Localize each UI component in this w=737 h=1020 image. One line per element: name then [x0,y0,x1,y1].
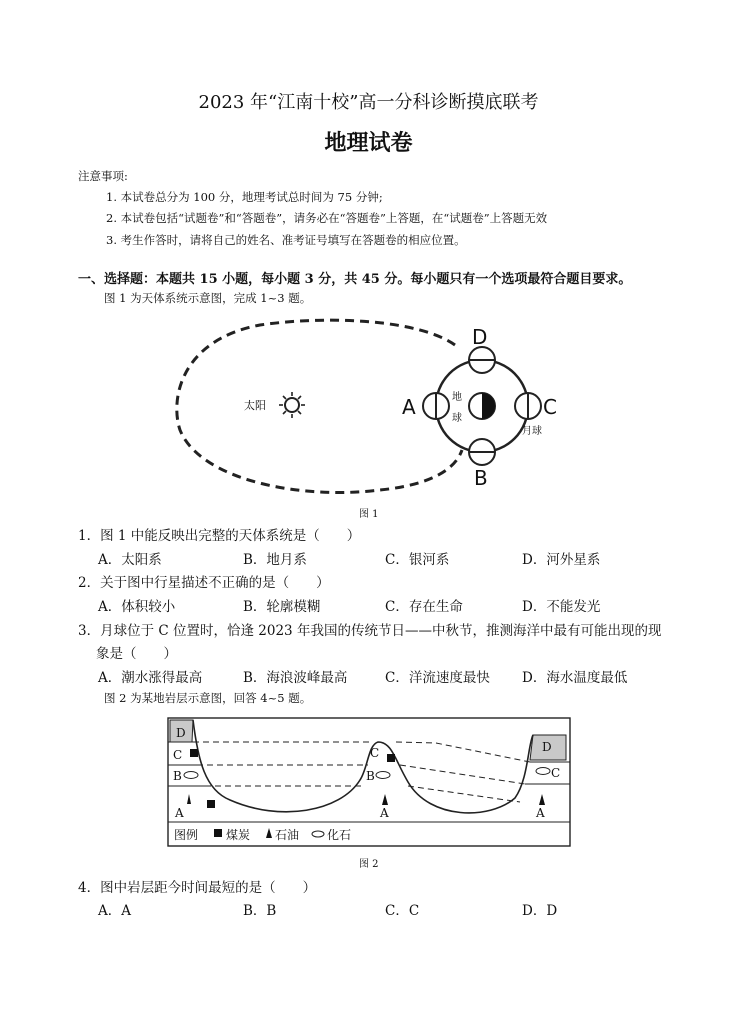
exam-title: 2023 年“江南十校”高一分科诊断摸底联考 [198,92,539,113]
layer-b-middle: B [366,769,375,783]
layer-a-middle: A [380,806,389,820]
notice-item-2: 2. 本试卷包括“试题卷”和“答题卷”，请务必在“答题卷”上答题，在“试题卷”上答题无效 [106,211,548,225]
question-2-stem: 2．关于图中行星描述不正确的是（ ） [78,575,330,591]
position-a-label: A [402,395,416,419]
layer-a-right: A [536,806,545,820]
legend-coal: 煤炭 [226,828,251,842]
layer-a-left: A [175,806,184,820]
question-2-option-d: D．不能发光 [522,599,601,615]
position-d-label: D [472,325,488,349]
question-3-stem: 3．月球位于 C 位置时，恰逢 2023 年我国的传统节日——中秋节，推测海洋中最有可能出现的现 [78,623,662,639]
layer-c-middle: C [370,746,380,760]
coal-icon [387,754,395,762]
earth-label-1: 地 [452,392,462,403]
figure1-caption: 图 1 [359,509,379,520]
coal-icon [190,749,198,757]
notice-item-3: 3. 考生作答时，请将自己的姓名、准考证号填写在答题卷的相应位置。 [106,233,466,247]
question-1-option-c: C．银河系 [385,552,450,568]
layer-c-left: C [173,748,183,762]
question-4-option-c: C．C [385,903,420,919]
question-3-option-b: B．海浪波峰最高 [243,670,348,686]
question-3-option-d: D．海水温度最低 [522,670,628,686]
notice-item-1: 1. 本试卷总分为 100 分，地理考试总时间为 75 分钟; [106,190,383,204]
figure2-intro: 图 2 为某地岩层示意图，回答 4~5 题。 [104,691,312,705]
question-4-stem: 4．图中岩层距今时间最短的是（ ） [78,880,317,896]
question-3-stem-cont: 象是（ ） [96,646,177,662]
question-2-option-b: B．轮廓模糊 [243,599,321,615]
layer-d-left: D [176,726,186,740]
question-1-option-b: B．地月系 [243,552,307,568]
question-3-option-c: C．洋流速度最快 [385,670,490,686]
section-heading: 一、选择题：本题共 15 小题，每小题 3 分，共 45 分。每小题只有一个选项最符合题目要求。 [78,272,632,287]
question-4-option-a: A．A [98,903,131,919]
coal-icon [207,800,215,808]
question-2-option-c: C．存在生命 [385,599,463,615]
legend-fossil: 化石 [327,828,352,842]
legend-oil: 石油 [275,828,300,842]
notice-heading: 注意事项: [78,169,128,183]
figure2-caption: 图 2 [359,859,379,870]
question-1-option-d: D．河外星系 [522,552,601,568]
position-c-label: C [543,395,557,419]
sun-label: 太阳 [244,399,266,412]
layer-d-right: D [542,740,552,754]
layer-c-right: C [551,766,561,780]
question-3-option-a: A．潮水涨得最高 [98,670,203,686]
earth-label-2: 球 [452,413,462,424]
question-4-option-b: B．B [243,903,277,919]
question-1-option-a: A．太阳系 [98,552,162,568]
moon-label: 月球 [522,426,542,437]
legend-title: 图例 [174,828,199,842]
question-4-option-d: D．D [522,903,558,919]
question-2-option-a: A．体积较小 [98,599,176,615]
question-1-stem: 1．图 1 中能反映出完整的天体系统是（ ） [78,528,361,544]
layer-b-left: B [173,769,182,783]
figure1-intro: 图 1 为天体系统示意图，完成 1~3 题。 [104,291,312,305]
subject-title: 地理试卷 [324,131,413,156]
position-b-label: B [474,466,488,490]
